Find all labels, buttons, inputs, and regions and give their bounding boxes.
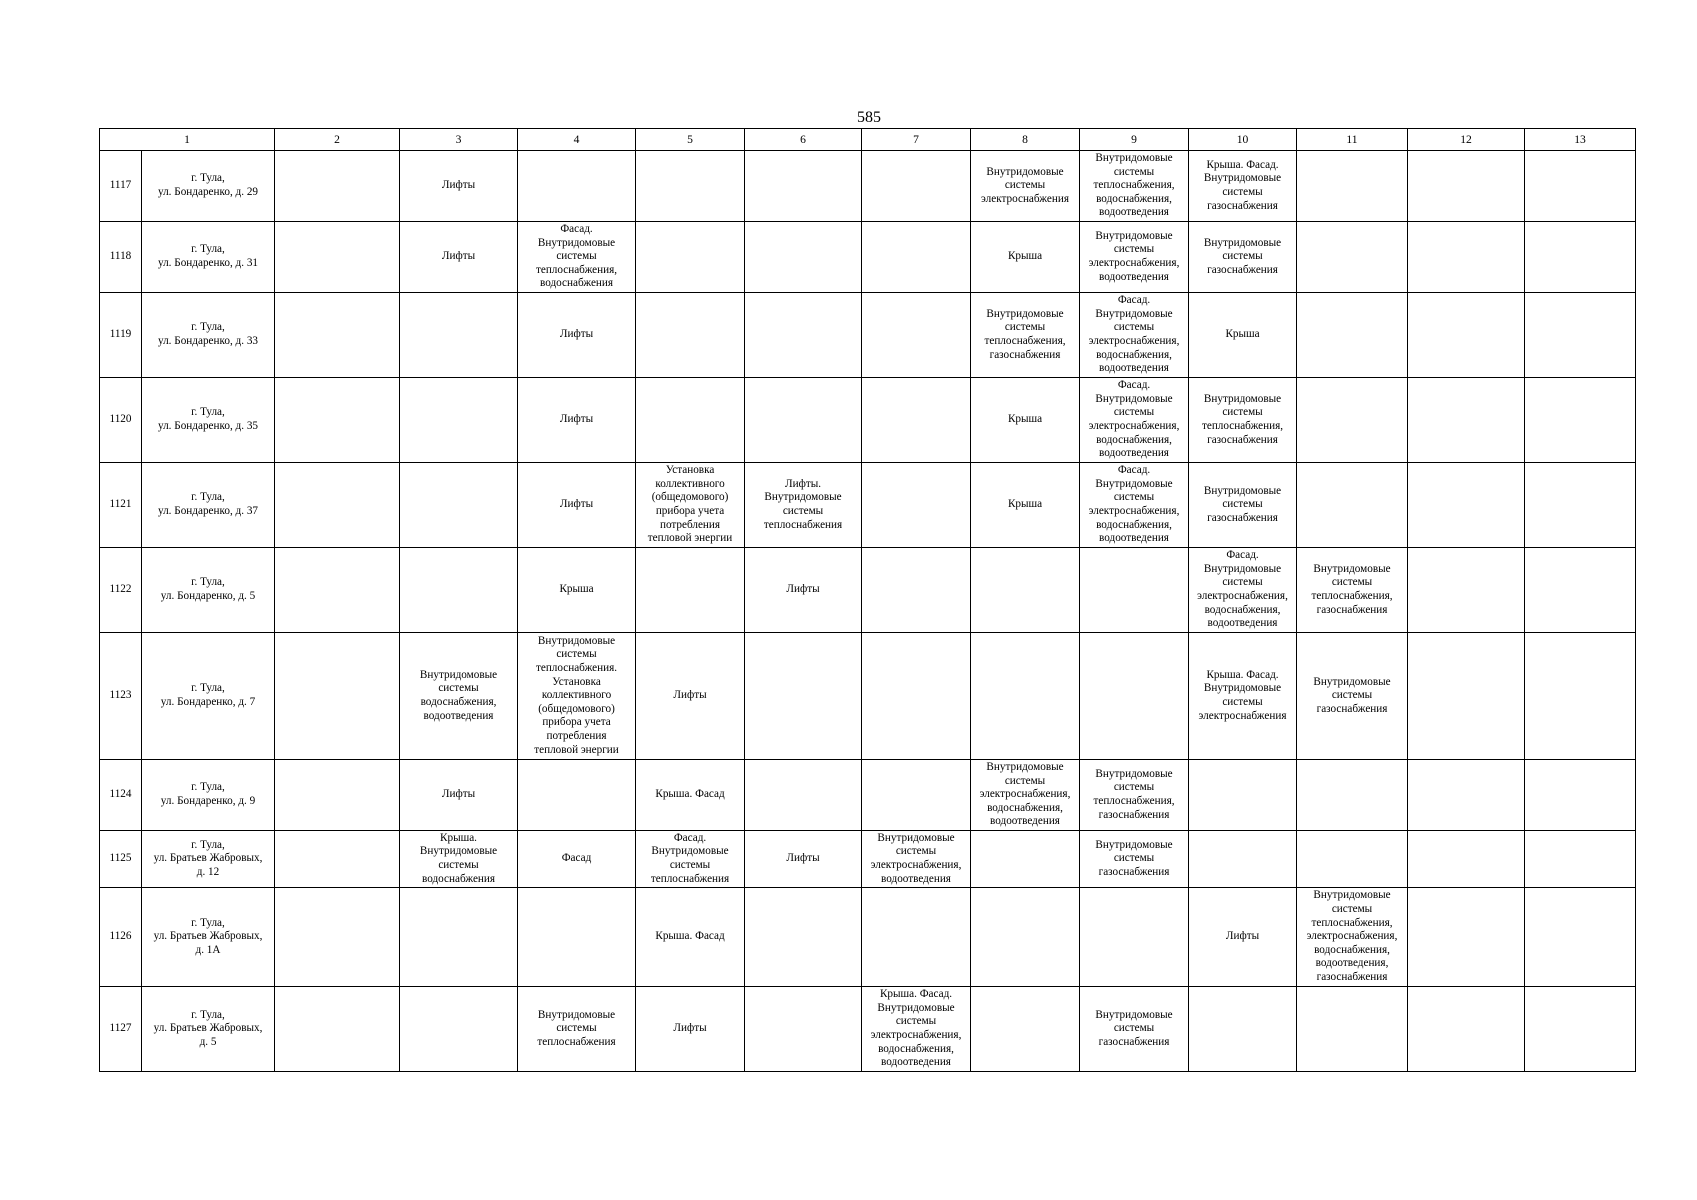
work-cell-col-9: Внутридомовые системы электроснабжения, водоотведения <box>1080 222 1189 293</box>
column-header-5: 5 <box>636 129 745 151</box>
work-cell-col-5: Крыша. Фасад <box>636 888 745 987</box>
address-cell: г. Тула, ул. Бондаренко, д. 31 <box>142 222 275 293</box>
work-cell-col-3 <box>400 888 518 987</box>
work-cell-col-6: Лифты <box>745 548 862 633</box>
work-cell-col-4: Лифты <box>518 293 636 378</box>
work-cell-col-9: Фасад. Внутридомовые системы электроснабжения, водоснабжения, водоотведения <box>1080 463 1189 548</box>
work-cell-col-13 <box>1525 222 1636 293</box>
work-cell-col-7 <box>862 222 971 293</box>
work-cell-col-13 <box>1525 760 1636 831</box>
work-cell-col-13 <box>1525 463 1636 548</box>
work-cell-col-2 <box>275 987 400 1072</box>
work-cell-col-9 <box>1080 548 1189 633</box>
work-cell-col-2 <box>275 633 400 760</box>
work-cell-col-3: Внутридомовые системы водоснабжения, водоотведения <box>400 633 518 760</box>
address-cell: г. Тула, ул. Братьев Жабровых, д. 1А <box>142 888 275 987</box>
work-cell-col-2 <box>275 222 400 293</box>
address-cell: г. Тула, ул. Братьев Жабровых, д. 12 <box>142 831 275 888</box>
row-number-cell: 1126 <box>100 888 142 987</box>
work-cell-col-12 <box>1408 760 1525 831</box>
table-row <box>100 633 1636 760</box>
column-number-row <box>100 129 1636 151</box>
table-body <box>100 151 1636 1072</box>
work-cell-col-5: Крыша. Фасад <box>636 760 745 831</box>
repair-schedule-table <box>99 128 1636 1072</box>
work-cell-col-12 <box>1408 548 1525 633</box>
work-cell-col-6 <box>745 378 862 463</box>
row-number-cell: 1120 <box>100 378 142 463</box>
row-number-cell: 1127 <box>100 987 142 1072</box>
work-cell-col-5: Установка коллективного (общедомового) прибора учета потребления тепловой энергии <box>636 463 745 548</box>
row-number-cell: 1117 <box>100 151 142 222</box>
work-cell-col-6 <box>745 293 862 378</box>
work-cell-col-11 <box>1297 293 1408 378</box>
work-cell-col-6: Лифты <box>745 831 862 888</box>
work-cell-col-8 <box>971 888 1080 987</box>
work-cell-col-7 <box>862 151 971 222</box>
work-cell-col-5 <box>636 548 745 633</box>
work-cell-col-4: Лифты <box>518 378 636 463</box>
work-cell-col-6 <box>745 760 862 831</box>
address-cell: г. Тула, ул. Бондаренко, д. 9 <box>142 760 275 831</box>
work-cell-col-8: Крыша <box>971 463 1080 548</box>
work-cell-col-3: Лифты <box>400 222 518 293</box>
work-cell-col-13 <box>1525 987 1636 1072</box>
address-cell: г. Тула, ул. Братьев Жабровых, д. 5 <box>142 987 275 1072</box>
row-number-cell: 1118 <box>100 222 142 293</box>
work-cell-col-7 <box>862 548 971 633</box>
work-cell-col-11: Внутридомовые системы газоснабжения <box>1297 633 1408 760</box>
column-header-4: 4 <box>518 129 636 151</box>
column-header-6: 6 <box>745 129 862 151</box>
address-cell: г. Тула, ул. Бондаренко, д. 7 <box>142 633 275 760</box>
column-header-10: 10 <box>1189 129 1297 151</box>
work-cell-col-13 <box>1525 831 1636 888</box>
work-cell-col-3 <box>400 987 518 1072</box>
work-cell-col-12 <box>1408 987 1525 1072</box>
work-cell-col-2 <box>275 293 400 378</box>
work-cell-col-4 <box>518 888 636 987</box>
work-cell-col-2 <box>275 888 400 987</box>
table-row <box>100 987 1636 1072</box>
work-cell-col-7 <box>862 378 971 463</box>
work-cell-col-6: Лифты. Внутридомовые системы теплоснабжения <box>745 463 862 548</box>
work-cell-col-7 <box>862 633 971 760</box>
work-cell-col-4: Крыша <box>518 548 636 633</box>
work-cell-col-9: Фасад. Внутридомовые системы электроснабжения, водоснабжения, водоотведения <box>1080 293 1189 378</box>
work-cell-col-10 <box>1189 831 1297 888</box>
work-cell-col-12 <box>1408 888 1525 987</box>
work-cell-col-11 <box>1297 760 1408 831</box>
row-number-cell: 1122 <box>100 548 142 633</box>
address-cell: г. Тула, ул. Бондаренко, д. 35 <box>142 378 275 463</box>
work-cell-col-7: Крыша. Фасад. Внутридомовые системы электроснабжения, водоснабжения, водоотведения <box>862 987 971 1072</box>
column-header-11: 11 <box>1297 129 1408 151</box>
work-cell-col-10 <box>1189 987 1297 1072</box>
column-header-7: 7 <box>862 129 971 151</box>
row-number-cell: 1119 <box>100 293 142 378</box>
work-cell-col-11 <box>1297 463 1408 548</box>
table-row <box>100 151 1636 222</box>
work-cell-col-12 <box>1408 293 1525 378</box>
work-cell-col-9: Внутридомовые системы газоснабжения <box>1080 987 1189 1072</box>
work-cell-col-8: Внутридомовые системы электроснабжения <box>971 151 1080 222</box>
work-cell-col-3 <box>400 463 518 548</box>
address-cell: г. Тула, ул. Бондаренко, д. 5 <box>142 548 275 633</box>
work-cell-col-9: Внутридомовые системы газоснабжения <box>1080 831 1189 888</box>
work-cell-col-10: Фасад. Внутридомовые системы электроснабжения, водоснабжения, водоотведения <box>1189 548 1297 633</box>
work-cell-col-12 <box>1408 633 1525 760</box>
work-cell-col-10: Внутридомовые системы газоснабжения <box>1189 463 1297 548</box>
work-cell-col-9: Внутридомовые системы теплоснабжения, водоснабжения, водоотведения <box>1080 151 1189 222</box>
work-cell-col-5 <box>636 222 745 293</box>
work-cell-col-11: Внутридомовые системы теплоснабжения, газоснабжения <box>1297 548 1408 633</box>
work-cell-col-11: Внутридомовые системы теплоснабжения, электроснабжения, водоснабжения, водоотведения, газоснабжения <box>1297 888 1408 987</box>
work-cell-col-3 <box>400 378 518 463</box>
column-header-3: 3 <box>400 129 518 151</box>
work-cell-col-7 <box>862 463 971 548</box>
work-cell-col-8: Крыша <box>971 222 1080 293</box>
work-cell-col-6 <box>745 987 862 1072</box>
work-cell-col-3 <box>400 548 518 633</box>
work-cell-col-2 <box>275 151 400 222</box>
row-number-cell: 1121 <box>100 463 142 548</box>
work-cell-col-12 <box>1408 831 1525 888</box>
work-cell-col-6 <box>745 633 862 760</box>
work-cell-col-3: Лифты <box>400 151 518 222</box>
address-cell: г. Тула, ул. Бондаренко, д. 29 <box>142 151 275 222</box>
row-number-cell: 1124 <box>100 760 142 831</box>
work-cell-col-11 <box>1297 378 1408 463</box>
work-cell-col-6 <box>745 151 862 222</box>
work-cell-col-4: Внутридомовые системы теплоснабжения. Установка коллективного (общедомового) прибора учета потребления тепловой энергии <box>518 633 636 760</box>
work-cell-col-2 <box>275 378 400 463</box>
work-cell-col-8 <box>971 831 1080 888</box>
column-header-13: 13 <box>1525 129 1636 151</box>
work-cell-col-8: Внутридомовые системы электроснабжения, водоснабжения, водоотведения <box>971 760 1080 831</box>
table-row <box>100 293 1636 378</box>
address-cell: г. Тула, ул. Бондаренко, д. 33 <box>142 293 275 378</box>
work-cell-col-3: Лифты <box>400 760 518 831</box>
work-cell-col-13 <box>1525 888 1636 987</box>
work-cell-col-9: Внутридомовые системы теплоснабжения, газоснабжения <box>1080 760 1189 831</box>
work-cell-col-4: Лифты <box>518 463 636 548</box>
work-cell-col-10: Внутридомовые системы газоснабжения <box>1189 222 1297 293</box>
work-cell-col-5: Лифты <box>636 987 745 1072</box>
row-number-cell: 1123 <box>100 633 142 760</box>
work-cell-col-12 <box>1408 151 1525 222</box>
work-cell-col-10: Внутридомовые системы теплоснабжения, газоснабжения <box>1189 378 1297 463</box>
table-row <box>100 463 1636 548</box>
work-cell-col-13 <box>1525 293 1636 378</box>
work-cell-col-10 <box>1189 760 1297 831</box>
column-header-2: 2 <box>275 129 400 151</box>
work-cell-col-8 <box>971 633 1080 760</box>
work-cell-col-3 <box>400 293 518 378</box>
work-cell-col-7 <box>862 760 971 831</box>
work-cell-col-11 <box>1297 222 1408 293</box>
work-cell-col-5: Фасад. Внутридомовые системы теплоснабжения <box>636 831 745 888</box>
work-cell-col-6 <box>745 222 862 293</box>
work-cell-col-7: Внутридомовые системы электроснабжения, водоотведения <box>862 831 971 888</box>
work-cell-col-13 <box>1525 548 1636 633</box>
work-cell-col-7 <box>862 888 971 987</box>
work-cell-col-9 <box>1080 888 1189 987</box>
work-cell-col-12 <box>1408 222 1525 293</box>
work-cell-col-12 <box>1408 378 1525 463</box>
row-number-cell: 1125 <box>100 831 142 888</box>
table-row <box>100 222 1636 293</box>
work-cell-col-9: Фасад. Внутридомовые системы электроснабжения, водоснабжения, водоотведения <box>1080 378 1189 463</box>
work-cell-col-11 <box>1297 831 1408 888</box>
work-cell-col-11 <box>1297 987 1408 1072</box>
table-row <box>100 378 1636 463</box>
work-cell-col-4 <box>518 760 636 831</box>
work-cell-col-2 <box>275 548 400 633</box>
work-cell-col-4: Внутридомовые системы теплоснабжения <box>518 987 636 1072</box>
work-cell-col-4: Фасад <box>518 831 636 888</box>
work-cell-col-9 <box>1080 633 1189 760</box>
table-row <box>100 760 1636 831</box>
address-cell: г. Тула, ул. Бондаренко, д. 37 <box>142 463 275 548</box>
table-header <box>100 129 1636 151</box>
work-cell-col-8 <box>971 548 1080 633</box>
table-row <box>100 831 1636 888</box>
work-cell-col-4: Фасад. Внутридомовые системы теплоснабжения, водоснабжения <box>518 222 636 293</box>
work-cell-col-5 <box>636 378 745 463</box>
work-cell-col-13 <box>1525 633 1636 760</box>
column-header-12: 12 <box>1408 129 1525 151</box>
page-number: 585 <box>857 109 881 126</box>
work-cell-col-8 <box>971 987 1080 1072</box>
work-cell-col-4 <box>518 151 636 222</box>
work-cell-col-6 <box>745 888 862 987</box>
table-row <box>100 548 1636 633</box>
work-cell-col-3: Крыша. Внутридомовые системы водоснабжения <box>400 831 518 888</box>
work-cell-col-12 <box>1408 463 1525 548</box>
work-cell-col-8: Крыша <box>971 378 1080 463</box>
column-header-1: 1 <box>100 129 275 151</box>
work-cell-col-13 <box>1525 378 1636 463</box>
work-cell-col-7 <box>862 293 971 378</box>
work-cell-col-10: Крыша. Фасад. Внутридомовые системы электроснабжения <box>1189 633 1297 760</box>
work-cell-col-8: Внутридомовые системы теплоснабжения, газоснабжения <box>971 293 1080 378</box>
work-cell-col-5 <box>636 151 745 222</box>
work-cell-col-11 <box>1297 151 1408 222</box>
work-cell-col-2 <box>275 760 400 831</box>
work-cell-col-10: Крыша <box>1189 293 1297 378</box>
column-header-8: 8 <box>971 129 1080 151</box>
work-cell-col-10: Крыша. Фасад. Внутридомовые системы газоснабжения <box>1189 151 1297 222</box>
table-row <box>100 888 1636 987</box>
work-cell-col-5 <box>636 293 745 378</box>
work-cell-col-10: Лифты <box>1189 888 1297 987</box>
work-cell-col-2 <box>275 831 400 888</box>
work-cell-col-2 <box>275 463 400 548</box>
work-cell-col-5: Лифты <box>636 633 745 760</box>
column-header-9: 9 <box>1080 129 1189 151</box>
work-cell-col-13 <box>1525 151 1636 222</box>
